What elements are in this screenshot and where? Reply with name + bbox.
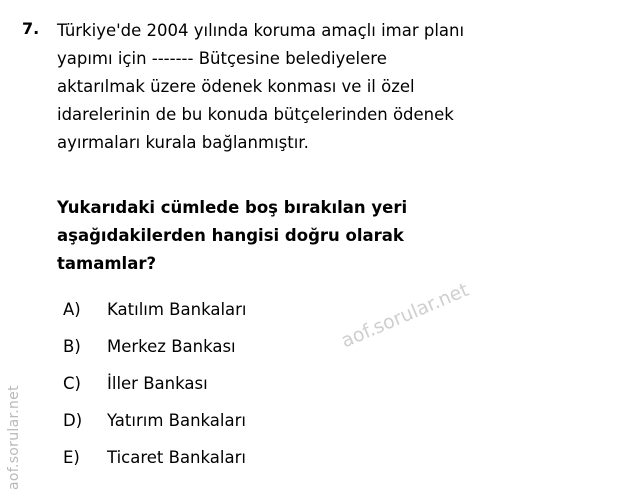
option-text: Katılım Bankaları (107, 300, 247, 319)
question-stem-line: idarelerinin de bu konuda bütçelerinden ödenek (57, 105, 454, 124)
option-letter: A) (63, 300, 81, 319)
question-prompt (57, 194, 613, 278)
option-letter: E) (63, 448, 80, 467)
question-prompt-line: aşağıdakilerden hangisi doğru olarak (57, 226, 404, 245)
diagonal-watermark: aof.sorular.net (338, 278, 472, 353)
option-letter: D) (63, 411, 83, 430)
option-text: Yatırım Bankaları (107, 411, 246, 430)
question-stem-line: yapımı için ------- Bütçesine belediyelere (57, 49, 387, 68)
question-stem-line: Türkiye'de 2004 yılında koruma amaçlı imar planı (57, 21, 465, 40)
question-stem (57, 17, 613, 157)
option-a[interactable] (63, 300, 583, 337)
option-letter: C) (63, 374, 81, 393)
option-text: İller Bankası (107, 374, 208, 393)
option-text: Ticaret Bankaları (107, 448, 246, 467)
question-stem-line: aktarılmak üzere ödenek konması ve il özel (57, 77, 415, 96)
option-b[interactable] (63, 337, 583, 374)
question-prompt-line: tamamlar? (57, 254, 157, 273)
option-d[interactable] (63, 411, 583, 448)
answer-options (63, 300, 583, 485)
option-letter: B) (63, 337, 81, 356)
question-prompt-line: Yukarıdaki cümlede boş bırakılan yeri (57, 198, 408, 217)
option-e[interactable] (63, 448, 583, 485)
question-number: 7. (22, 19, 40, 38)
side-watermark: aof.sorular.net (6, 385, 22, 490)
option-text: Merkez Bankası (107, 337, 236, 356)
question-stem-line: ayırmaları kurala bağlanmıştır. (57, 133, 309, 152)
option-c[interactable] (63, 374, 583, 411)
